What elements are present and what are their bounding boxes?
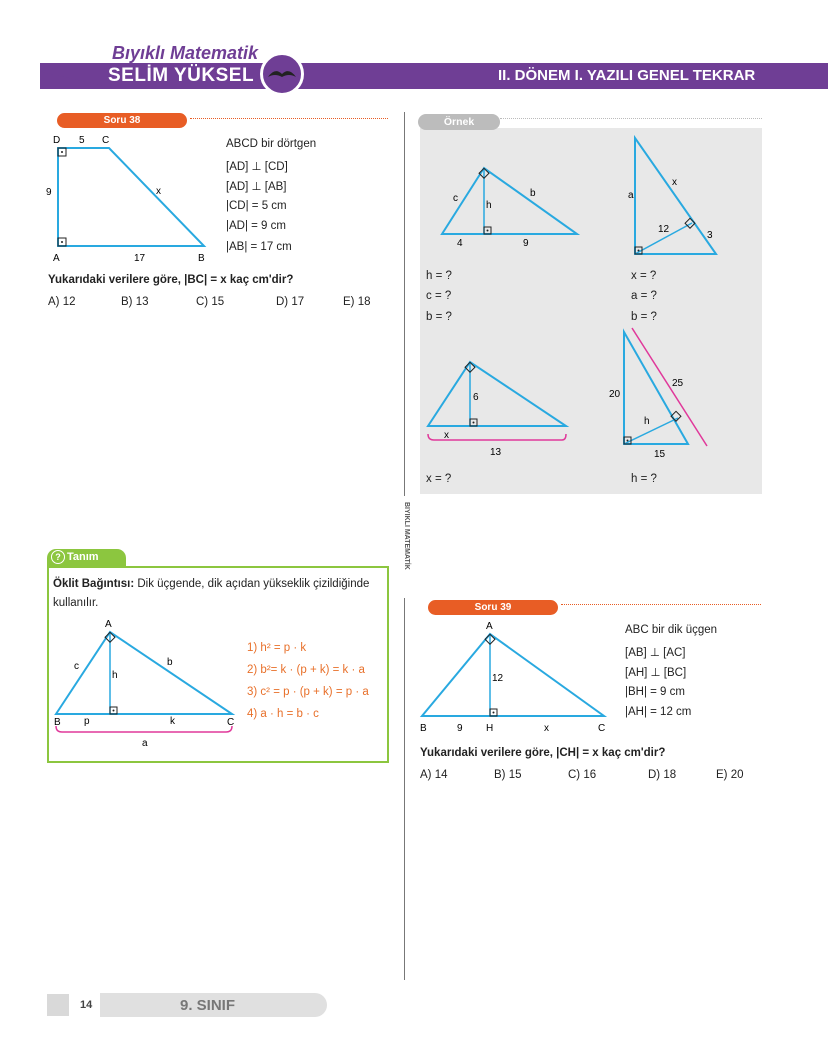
svg-text:9: 9: [523, 238, 529, 249]
svg-text:B: B: [54, 717, 61, 728]
soru38-tab: Soru 38: [57, 113, 187, 128]
soru38-given-5: |AD| = 9 cm: [226, 220, 286, 232]
side-hyp-label: x: [156, 186, 161, 197]
svg-text:13: 13: [490, 447, 502, 458]
tanim-title: [53, 578, 369, 590]
page-number-box: [47, 994, 69, 1016]
soru39-given-5: |AH| = 12 cm: [625, 706, 692, 718]
svg-text:H: H: [486, 723, 494, 734]
ornek-q2-a: a = ?: [631, 290, 657, 302]
svg-text:b: b: [530, 188, 536, 199]
soru38-given-1: ABCD bir dörtgen: [226, 138, 317, 150]
soru39-option-a[interactable]: A) 14: [420, 769, 448, 781]
svg-text:h: h: [644, 416, 650, 427]
svg-text:15: 15: [654, 449, 666, 460]
tanim-figure: [50, 614, 240, 752]
tanim-tab-label: Tanım: [67, 551, 99, 563]
svg-text:c: c: [74, 661, 79, 672]
svg-text:h: h: [486, 200, 492, 211]
grade-label: 9. SINIF: [180, 997, 236, 1014]
soru38-option-e[interactable]: E) 18: [343, 296, 371, 308]
svg-text:b: b: [167, 657, 173, 668]
formula-1: 1) h² = p · k: [247, 642, 307, 654]
mustache-logo: [260, 52, 304, 96]
vertex-b: B: [198, 253, 205, 264]
svg-text:h: h: [112, 670, 118, 681]
svg-text:4: 4: [457, 238, 463, 249]
soru39-option-b[interactable]: B) 15: [494, 769, 522, 781]
ornek-tab: Örnek: [418, 114, 500, 130]
brand-top-label: Bıyıklı Matematik: [112, 43, 259, 63]
side-brand: BIYIKLI MATEMATİK: [403, 502, 410, 570]
formula-2: 2) b²= k · (p + k) = k · a: [247, 664, 365, 676]
soru39-option-d[interactable]: D) 18: [648, 769, 677, 781]
soru39-tab: Soru 39: [428, 600, 558, 615]
svg-text:B: B: [420, 723, 427, 734]
soru38-option-b[interactable]: B) 13: [121, 296, 149, 308]
tanim-title-bold: Öklit Bağıntısı:: [53, 578, 135, 590]
ornek-q1-h: h = ?: [426, 270, 452, 282]
soru39-option-c[interactable]: C) 16: [568, 769, 597, 781]
soru39-given-1: ABC bir dik üçgen: [625, 624, 718, 636]
svg-text:9: 9: [457, 723, 463, 734]
question-icon: ?: [51, 550, 65, 564]
formula-4: 4) a · h = b · c: [247, 708, 319, 720]
svg-text:12: 12: [658, 224, 670, 235]
tanim-title-line2: kullanılır.: [53, 597, 99, 609]
svg-text:a: a: [142, 738, 148, 749]
soru39-option-e[interactable]: E) 20: [716, 769, 744, 781]
svg-text:A: A: [486, 621, 493, 632]
soru39-divider: [561, 604, 761, 605]
svg-text:25: 25: [672, 378, 684, 389]
mustache-icon: [263, 55, 301, 93]
soru39-given-2: [AB] ⊥ [AC]: [625, 647, 686, 659]
tanim-tab: [47, 549, 126, 566]
vertex-c: C: [102, 135, 110, 146]
ornek-q1-c: c = ?: [426, 290, 452, 302]
column-divider-top: [404, 112, 405, 496]
soru38-figure: [44, 132, 214, 264]
ornek-q2-b: b = ?: [631, 311, 657, 323]
soru38-option-c[interactable]: C) 15: [196, 296, 225, 308]
soru38-divider: [190, 118, 388, 119]
ornek-q2-x: x = ?: [631, 270, 657, 282]
side-bottom-label: 17: [134, 253, 146, 264]
ornek-figures: [420, 128, 762, 494]
ornek-q3-x: x = ?: [426, 473, 452, 485]
soru39-question: Yukarıdaki verilere göre, |CH| = x kaç cm'dir?: [420, 747, 666, 759]
vertex-a: A: [53, 253, 60, 264]
soru38-given-3: [AD] ⊥ [AB]: [226, 181, 287, 193]
side-left-label: 9: [46, 187, 52, 198]
ornek-divider: [500, 118, 762, 119]
svg-text:C: C: [598, 723, 606, 734]
svg-text:C: C: [227, 717, 235, 728]
soru38-option-d[interactable]: D) 17: [276, 296, 305, 308]
svg-text:A: A: [105, 619, 112, 630]
svg-text:p: p: [84, 716, 90, 727]
tanim-title-rest: Dik üçgende, dik açıdan yükseklik çizildiğinde: [137, 578, 370, 590]
ornek-q1-b: b = ?: [426, 311, 452, 323]
brand-name: SELİM YÜKSEL: [108, 65, 255, 86]
side-top-label: 5: [79, 135, 85, 146]
soru39-figure: [416, 618, 616, 736]
svg-text:20: 20: [609, 389, 621, 400]
ornek-q4-h: h = ?: [631, 473, 657, 485]
vertex-d: D: [53, 135, 61, 146]
column-divider-bottom: [404, 598, 405, 980]
formula-3: 3) c² = p · (p + k) = p · a: [247, 686, 369, 698]
page-number: 14: [80, 999, 93, 1011]
header-title: II. DÖNEM I. YAZILI GENEL TEKRAR: [498, 67, 756, 84]
soru38-option-a[interactable]: A) 12: [48, 296, 76, 308]
svg-text:x: x: [544, 723, 549, 734]
soru39-given-3: [AH] ⊥ [BC]: [625, 667, 687, 679]
svg-text:12: 12: [492, 673, 504, 684]
soru38-question: Yukarıdaki verilere göre, |BC| = x kaç cm'dir?: [48, 274, 294, 286]
svg-text:6: 6: [473, 392, 479, 403]
svg-text:k: k: [170, 716, 175, 727]
svg-text:x: x: [672, 177, 677, 188]
svg-text:x: x: [444, 430, 449, 441]
soru38-given-2: [AD] ⊥ [CD]: [226, 161, 288, 173]
soru38-given-4: |CD| = 5 cm: [226, 200, 287, 212]
svg-text:3: 3: [707, 230, 713, 241]
soru39-given-4: |BH| = 9 cm: [625, 686, 685, 698]
soru38-given-6: |AB| = 17 cm: [226, 241, 292, 253]
svg-text:c: c: [453, 193, 458, 204]
svg-text:a: a: [628, 190, 634, 201]
